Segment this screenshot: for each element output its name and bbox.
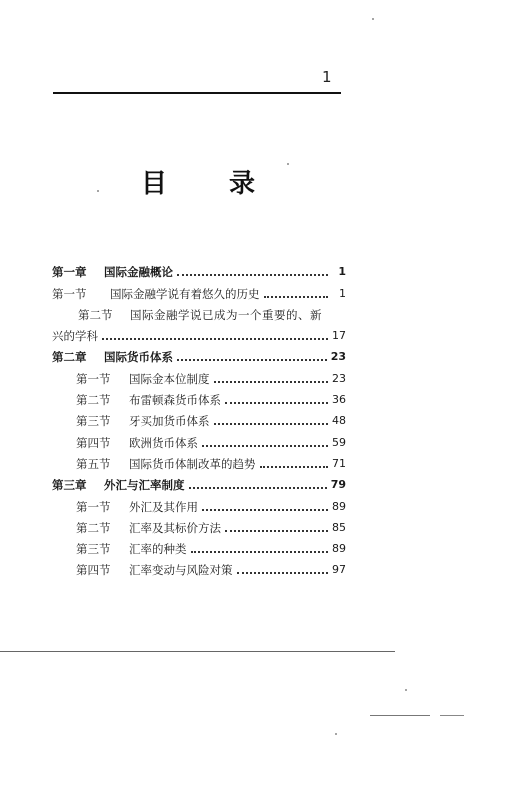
toc-page: 23	[330, 350, 346, 364]
table-of-contents	[52, 258, 346, 577]
scan-line-artifact	[440, 715, 464, 716]
toc-page: 23	[332, 371, 346, 385]
toc-label: 第四节	[76, 563, 111, 578]
scan-speck	[405, 689, 407, 691]
toc-title: 国际金融学说有着悠久的历史	[110, 286, 260, 301]
toc-entry-section[interactable]	[52, 514, 346, 535]
scan-speck	[287, 163, 289, 165]
toc-title: 欧洲货币体系	[129, 435, 198, 450]
toc-entry-section[interactable]	[52, 450, 346, 471]
scan-speck	[97, 190, 99, 192]
toc-page: 79	[330, 478, 346, 492]
toc-page: 59	[332, 435, 346, 449]
toc-leader	[214, 423, 329, 425]
toc-label: 第三节	[76, 414, 111, 429]
toc-entry-section[interactable]	[52, 407, 346, 428]
toc-label: 第二章	[52, 350, 87, 365]
toc-entry-continuation[interactable]	[52, 322, 346, 343]
toc-entry-section[interactable]	[52, 364, 346, 385]
toc-entry-section[interactable]	[52, 428, 346, 449]
scan-speck	[372, 18, 374, 20]
toc-entry-section[interactable]	[52, 279, 346, 300]
toc-leader	[177, 274, 328, 276]
toc-leader	[189, 487, 327, 489]
header-rule	[53, 92, 341, 94]
toc-label: 第三章	[52, 478, 87, 493]
toc-page: 1	[339, 286, 346, 300]
toc-title: 国际金融概论	[104, 265, 173, 280]
toc-entry-chapter[interactable]	[52, 471, 346, 492]
toc-page: 85	[332, 520, 346, 534]
toc-leader	[225, 530, 328, 532]
toc-leader	[102, 338, 328, 340]
toc-page: 17	[332, 329, 346, 343]
scan-line-artifact	[370, 715, 430, 716]
toc-label: 第五节	[76, 456, 111, 471]
toc-title: 国际金本位制度	[129, 371, 210, 386]
toc-title: 外汇与汇率制度	[104, 478, 185, 493]
toc-entry-section[interactable]	[52, 386, 346, 407]
title-char-1: 目	[141, 169, 168, 199]
toc-label: 第四节	[76, 435, 111, 450]
page-title	[141, 163, 255, 200]
toc-label: 第二节	[76, 520, 111, 535]
toc-title: 外汇及其作用	[129, 499, 198, 514]
toc-page: 89	[332, 499, 346, 513]
toc-leader	[214, 381, 329, 383]
toc-leader	[237, 572, 329, 574]
toc-label: 第一节	[76, 499, 111, 514]
page-number: 1	[322, 68, 332, 86]
toc-page: 48	[332, 414, 346, 428]
toc-page: 1	[338, 265, 346, 279]
toc-title: 汇率变动与风险对策	[129, 563, 233, 578]
toc-label: 第一节	[52, 286, 87, 301]
toc-page: 71	[332, 456, 346, 470]
toc-title: 国际货币体制改革的趋势	[129, 456, 256, 471]
scan-line-artifact	[0, 651, 395, 652]
toc-entry-chapter[interactable]	[52, 258, 346, 279]
toc-label: 第二节	[76, 393, 111, 408]
toc-entry-section[interactable]	[52, 301, 346, 322]
toc-label: 第一章	[52, 265, 87, 280]
toc-page: 36	[332, 393, 346, 407]
toc-title: 牙买加货币体系	[129, 414, 210, 429]
toc-leader	[225, 402, 328, 404]
toc-entry-section[interactable]	[52, 492, 346, 513]
toc-title: 兴的学科	[52, 329, 98, 344]
toc-entry-section[interactable]	[52, 535, 346, 556]
toc-label: 第一节	[76, 371, 111, 386]
toc-entry-chapter[interactable]	[52, 343, 346, 364]
toc-page: 89	[332, 542, 346, 556]
toc-title: 汇率的种类	[129, 542, 187, 557]
title-char-2: 录	[229, 169, 256, 199]
toc-leader	[202, 509, 328, 511]
toc-leader	[264, 296, 329, 298]
toc-title: 国际金融学说已成为一个重要的、新	[130, 307, 322, 322]
toc-leader	[260, 466, 329, 468]
toc-leader	[191, 551, 329, 553]
toc-leader	[202, 445, 328, 447]
scan-speck	[335, 733, 337, 735]
toc-title: 汇率及其标价方法	[129, 520, 221, 535]
toc-label: 第二节	[78, 307, 113, 322]
toc-leader	[177, 359, 327, 361]
toc-entry-section[interactable]	[52, 556, 346, 577]
toc-label: 第三节	[76, 542, 111, 557]
toc-title: 布雷顿森货币体系	[129, 393, 221, 408]
toc-title: 国际货币体系	[104, 350, 173, 365]
toc-page: 97	[332, 563, 346, 577]
